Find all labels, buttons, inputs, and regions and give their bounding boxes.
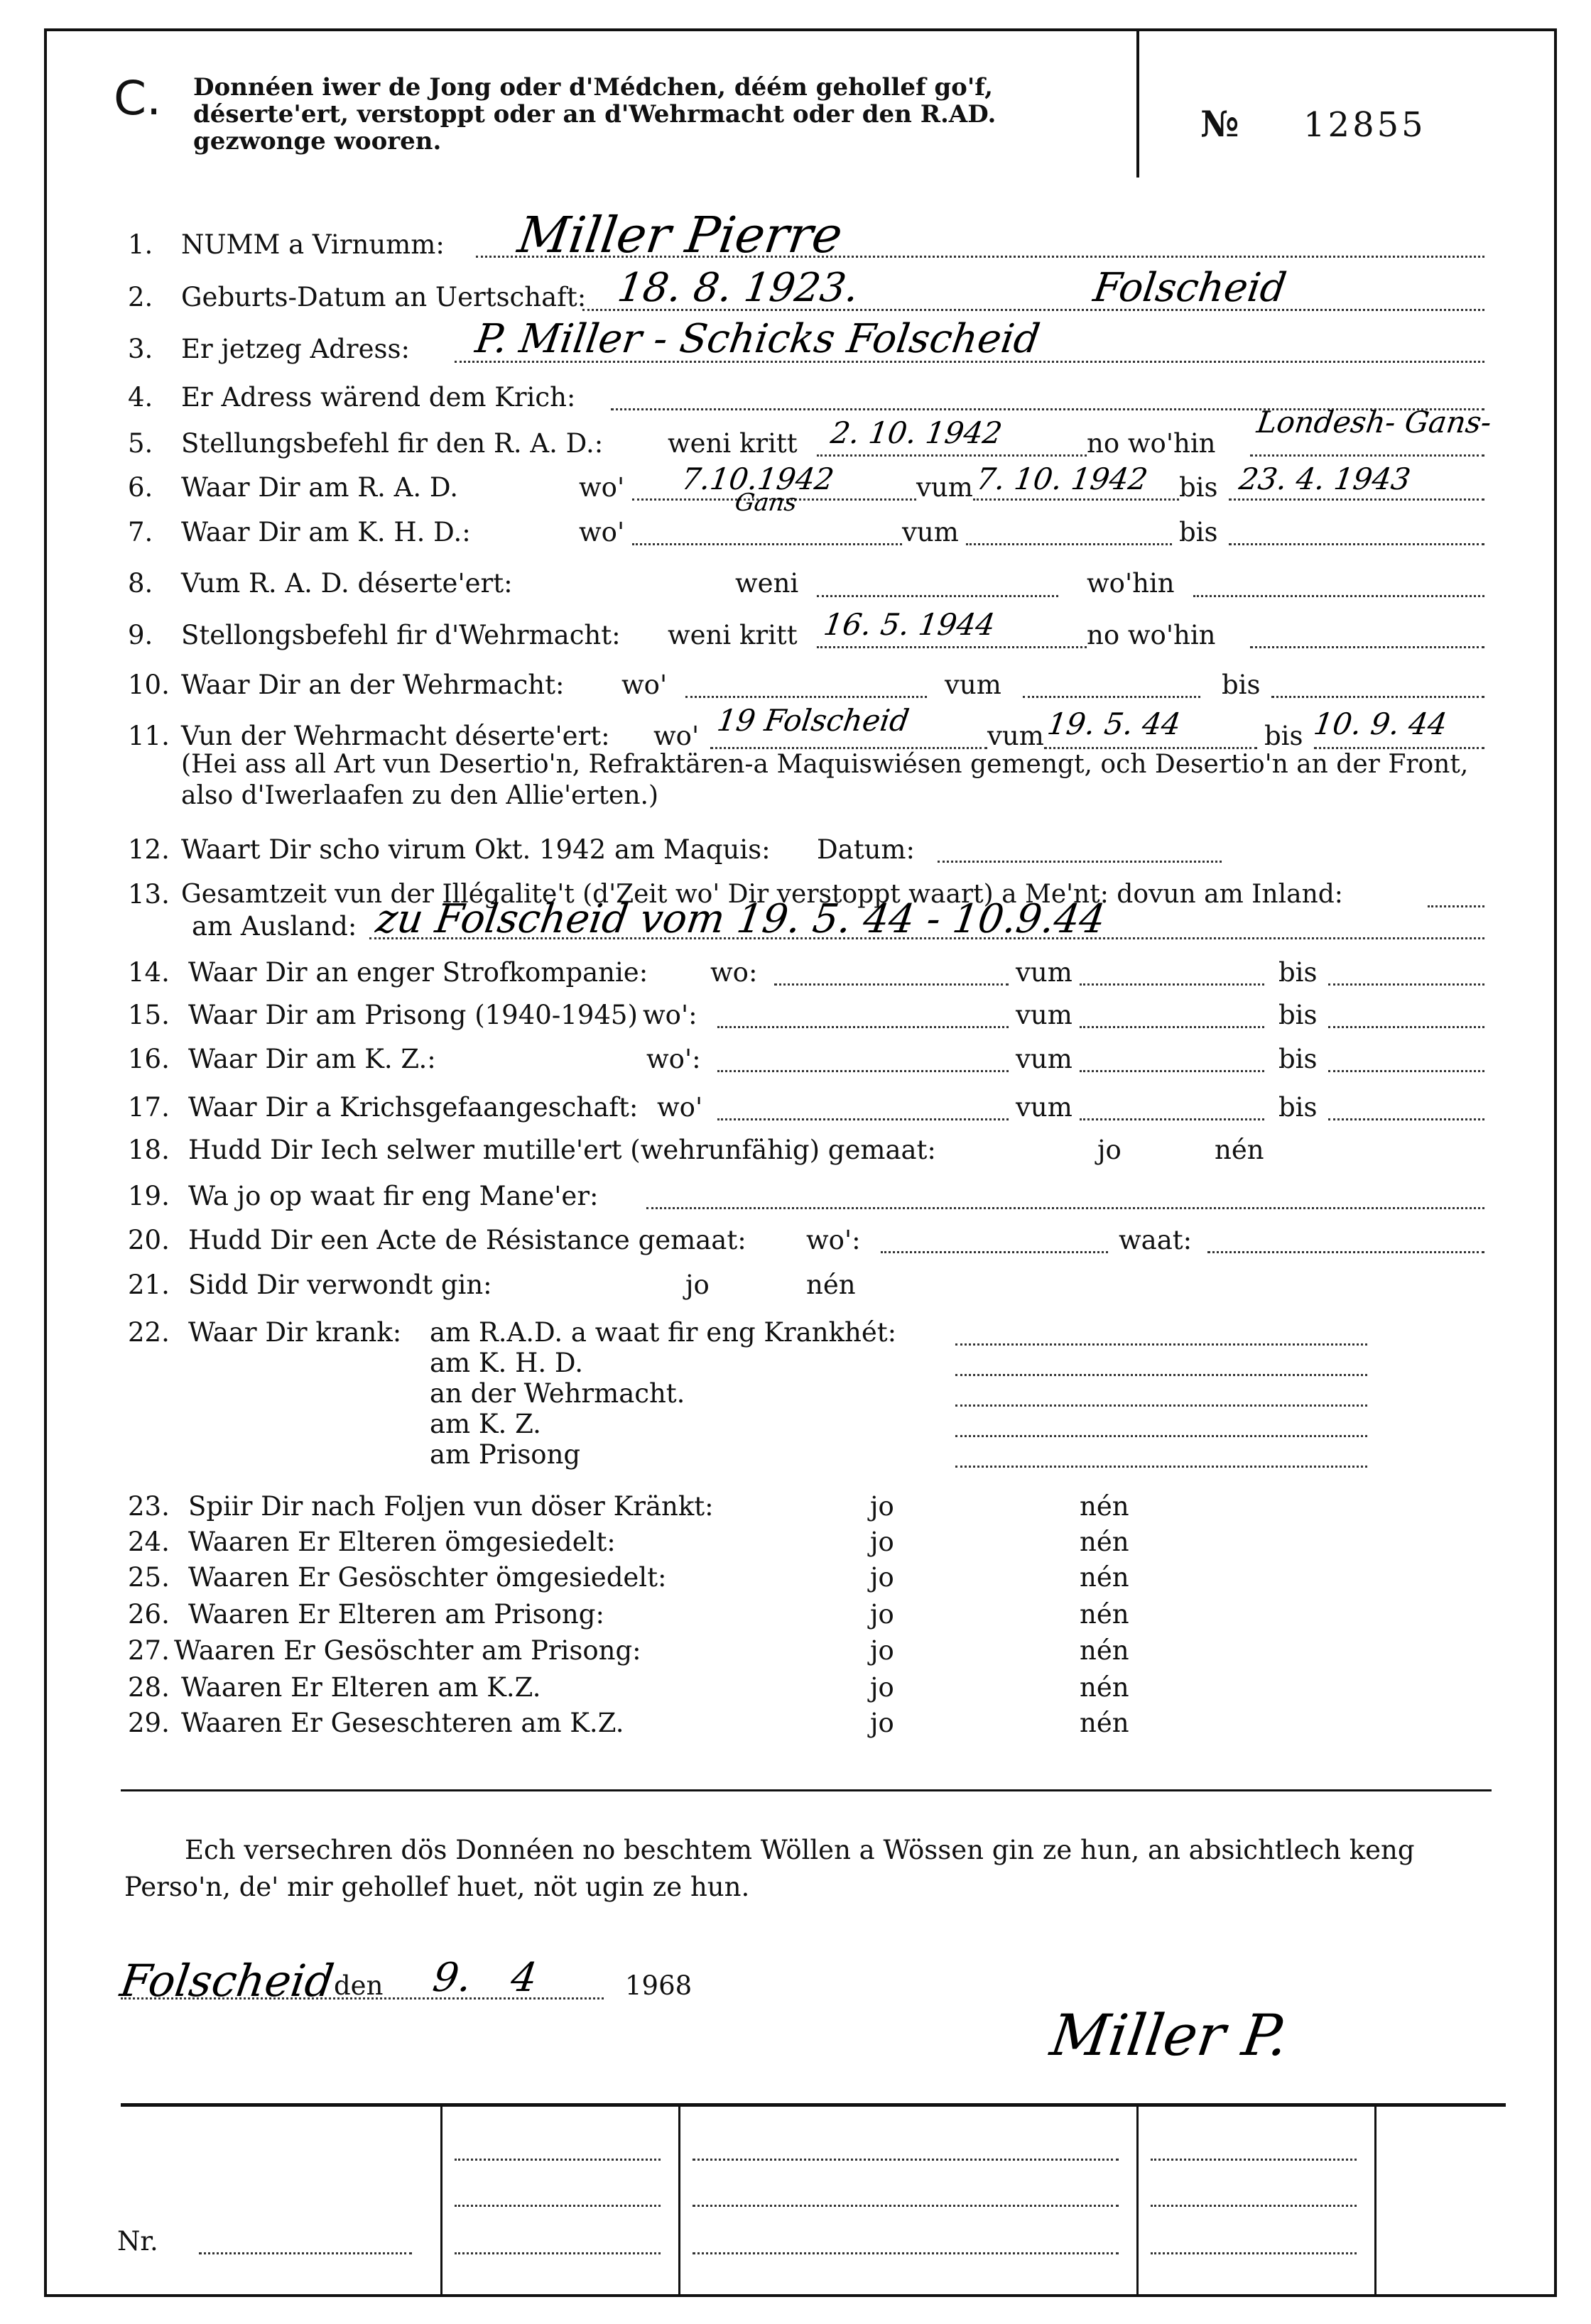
field-label: no wo'hin [1087, 620, 1216, 650]
birth-place-handwritten: Folscheid [1090, 265, 1290, 311]
rad-to-line[interactable] [1229, 498, 1484, 501]
rad-to-handwritten: 23. 4. 1943 [1237, 462, 1413, 496]
field-label: Wa jo op waat fir eng Mane'er: [188, 1181, 599, 1211]
maquis-date-line[interactable] [938, 861, 1222, 863]
row-number: 23. [128, 1491, 170, 1522]
row-number: 2. [128, 282, 153, 312]
form-title: Donnéen iwer de Jong oder d'Médchen, déém gehollef go'f, déserte'ert, verstoppt oder an d'Wehrmacht oder den R.AD. gezwonge wooren. [193, 73, 997, 156]
khd-from-line[interactable] [966, 543, 1172, 545]
section-divider [121, 1789, 1492, 1791]
sick-kz-line[interactable] [955, 1435, 1367, 1437]
row-number: 10. [128, 670, 170, 700]
rad-order-where-line[interactable] [1250, 454, 1484, 457]
field-label: an der Wehrmacht. [430, 1378, 685, 1409]
field-label: Waaren Er Elteren ömgesiedelt: [188, 1527, 616, 1557]
field-label: NUMM a Virnumm: [181, 229, 445, 260]
yes-option[interactable]: jo [870, 1562, 894, 1593]
footer-col-divider [1136, 2105, 1139, 2294]
field-label: weni kritt [668, 620, 798, 650]
wm-to-line[interactable] [1271, 696, 1484, 698]
field-label: Waar Dir am R. A. D. [181, 472, 458, 503]
field-label: am K. H. D. [430, 1348, 583, 1378]
row-number: 22. [128, 1317, 170, 1348]
field-label: Waar Dir an enger Strofkompanie: [188, 957, 648, 988]
field-label: vum [1016, 957, 1073, 988]
header-divider [1136, 28, 1139, 178]
row-number: 21. [128, 1270, 170, 1300]
sick-rad-line[interactable] [955, 1343, 1367, 1346]
footer-line[interactable] [455, 2205, 661, 2207]
field-label: Gesamtzeit vun der Illégalite't (d'Zeit wo' Dir verstoppt waart) a Me'nt: dovun am Inland: [181, 880, 1343, 909]
sign-day-handwritten: 9. [430, 1955, 475, 2001]
resistance-where-line[interactable] [881, 1251, 1108, 1253]
footer-line[interactable] [1151, 2159, 1357, 2161]
strof-from-line[interactable] [1080, 983, 1264, 986]
pow-where-line[interactable] [717, 1118, 1009, 1120]
field-label: bis [1278, 1000, 1318, 1030]
yes-option[interactable]: jo [1097, 1135, 1122, 1165]
yes-option[interactable]: jo [870, 1527, 894, 1557]
field-label: no wo'hin [1087, 428, 1216, 459]
row-number: 12. [128, 834, 170, 865]
field-label: Hudd Dir Iech selwer mutille'ert (wehrunfähig) gemaat: [188, 1135, 936, 1165]
row-number: 3. [128, 334, 153, 364]
manner-line[interactable] [646, 1207, 1484, 1209]
field-label: am R.A.D. a waat fir eng Krankhét: [430, 1317, 897, 1348]
field-label: am K. Z. [430, 1409, 541, 1439]
field-label: wo'hin [1087, 568, 1175, 599]
footer-col-divider [1374, 2105, 1376, 2294]
footer-col-divider [678, 2105, 680, 2294]
row-number: 7. [128, 517, 153, 547]
no-option[interactable]: nén [1080, 1599, 1129, 1630]
birth-date-handwritten: 18. 8. 1923. [614, 265, 862, 311]
yes-option[interactable]: jo [870, 1599, 894, 1630]
signature-handwritten: Miller P. [1046, 2002, 1293, 2068]
row-number: 16. [128, 1044, 170, 1074]
field-label: bis [1278, 1092, 1318, 1123]
field-label: weni kritt [668, 428, 798, 459]
field-label: Waar Dir an der Wehrmacht: [181, 670, 565, 700]
field-label: am Ausland: [192, 911, 357, 942]
field-label: waat: [1119, 1225, 1193, 1255]
row-number: 19. [128, 1181, 170, 1211]
yes-option[interactable]: jo [685, 1270, 710, 1300]
address-handwritten: P. Miller - Schicks Folscheid [472, 316, 1043, 362]
yes-option[interactable]: jo [870, 1635, 894, 1666]
no-option[interactable]: nén [1080, 1635, 1129, 1666]
field-label: wo': [806, 1225, 861, 1255]
resistance-what-line[interactable] [1207, 1251, 1484, 1253]
footer-line[interactable] [693, 2252, 1119, 2254]
field-label: Er Adress wärend dem Krich: [181, 382, 576, 413]
no-option[interactable]: nén [1080, 1491, 1129, 1522]
rad-desert-when-line[interactable] [817, 595, 1058, 597]
field-label: Stellungsbefehl fir den R. A. D.: [181, 428, 604, 459]
field-label: bis [1278, 957, 1318, 988]
field-label: Waar Dir a Krichsgefaangeschaft: [188, 1092, 639, 1123]
row-number: 25. [128, 1562, 170, 1593]
sign-month-handwritten: 4 [508, 1955, 541, 2001]
no-option[interactable]: nén [1215, 1135, 1264, 1165]
nr-label: Nr. [117, 2226, 158, 2257]
field-label: vum [1016, 1000, 1073, 1030]
footer-col-divider [440, 2105, 442, 2294]
row-number: 1. [128, 229, 153, 260]
row-number: 14. [128, 957, 170, 988]
prison-from-line[interactable] [1080, 1026, 1264, 1028]
field-label: vum [916, 472, 973, 503]
nr-line[interactable] [199, 2252, 412, 2254]
no-option[interactable]: nén [1080, 1527, 1129, 1557]
field-label: Waar Dir am Prisong (1940-1945) [188, 1000, 638, 1030]
row-number: 20. [128, 1225, 170, 1255]
field-label: vum [1016, 1044, 1073, 1074]
field-label: Vum R. A. D. déserte'ert: [181, 568, 513, 599]
footer-line[interactable] [693, 2159, 1119, 2161]
field-label: wo' [621, 670, 668, 700]
name-handwritten: Miller Pierre [514, 206, 847, 264]
desert-to-handwritten: 10. 9. 44 [1311, 707, 1450, 741]
rad-from-handwritten: 7. 10. 1942 [974, 462, 1150, 496]
rad-order-date-handwritten: 2. 10. 1942 [828, 415, 1004, 450]
field-label: Waaren Er Gesöschter am Prisong: [174, 1635, 641, 1666]
no-option[interactable]: nén [1080, 1708, 1129, 1738]
footer-rule [121, 2103, 1506, 2107]
footer-line[interactable] [455, 2159, 661, 2161]
yes-option[interactable]: jo [870, 1708, 894, 1738]
prison-to-line[interactable] [1328, 1026, 1484, 1028]
prison-where-line[interactable] [717, 1026, 1009, 1028]
field-label: Waaren Er Elteren am Prisong: [188, 1599, 604, 1630]
footer-line[interactable] [693, 2205, 1119, 2207]
strof-to-line[interactable] [1328, 983, 1484, 986]
row-number: 17. [128, 1092, 170, 1123]
field-label: Waar Dir am K. Z.: [188, 1044, 436, 1074]
field-label: Er jetzeg Adress: [181, 334, 410, 364]
wm-where-line[interactable] [685, 696, 927, 698]
row-number: 28. [128, 1672, 170, 1703]
field-label: Waaren Er Elteren am K.Z. [181, 1672, 541, 1703]
strof-where-line[interactable] [774, 983, 1009, 986]
rad-where-note-handwritten: Gans [733, 489, 799, 517]
field-label: wo': [643, 1000, 697, 1030]
field-label: Waar Dir am K. H. D.: [181, 517, 471, 547]
rad-desert-where-line[interactable] [1193, 595, 1484, 597]
field-label: Hudd Dir een Acte de Résistance gemaat: [188, 1225, 746, 1255]
field-label: wo: [710, 957, 758, 988]
no-option[interactable]: nén [1080, 1672, 1129, 1703]
field-label: bis [1179, 472, 1218, 503]
sick-prison-line[interactable] [955, 1466, 1367, 1468]
row-number: 29. [128, 1708, 170, 1738]
wm-order-where-line[interactable] [1250, 646, 1484, 648]
pow-from-line[interactable] [1080, 1118, 1264, 1120]
declaration-text: Ech versechren dös Donnéen no beschtem Wöllen a Wössen gin ze hun, an absichtlech keng Perso'n, de' mir gehollef huet, nöt ugin ze hun. [124, 1835, 1415, 1902]
desertion-note: (Hei ass all Art vun Desertio'n, Refraktären-a Maquiswiésen gemengt, och Desertio'n an der Front, also d'Iwerlaafen zu den Allie'erten.) [181, 750, 1469, 810]
number-sign: № [1200, 103, 1239, 145]
kz-where-line[interactable] [717, 1070, 1009, 1072]
rad-where-handwritten: 7.10.1942 [679, 462, 837, 496]
khd-where-line[interactable] [632, 543, 902, 545]
field-label: wo' [653, 721, 700, 751]
field-label: vum [1016, 1092, 1073, 1123]
row-number: 6. [128, 472, 153, 503]
kz-to-line[interactable] [1328, 1070, 1484, 1072]
sign-place-handwritten: Folscheid [116, 1955, 337, 2007]
wm-order-date-line[interactable] [817, 646, 1087, 648]
row-number: 24. [128, 1527, 170, 1557]
field-label: Waar Dir krank: [188, 1317, 402, 1348]
rad-order-date-line[interactable] [817, 454, 1087, 457]
row-number: 15. [128, 1000, 170, 1030]
field-label: vum [987, 721, 1044, 751]
row-number: 13. [128, 879, 170, 910]
row-number: 5. [128, 428, 153, 459]
field-label: bis [1179, 517, 1218, 547]
field-label: Geburts-Datum an Uertschaft: [181, 282, 587, 312]
kz-from-line[interactable] [1080, 1070, 1264, 1072]
no-option[interactable]: nén [806, 1270, 856, 1300]
desert-where-handwritten: 19 Folscheid [715, 703, 912, 738]
field-label: Vun der Wehrmacht déserte'ert: [181, 721, 610, 751]
sick-wm-line[interactable] [955, 1404, 1367, 1407]
yes-option[interactable]: jo [870, 1672, 894, 1703]
den-label: den [334, 1970, 384, 2001]
field-label: wo' [579, 472, 625, 503]
row-number: 9. [128, 620, 153, 650]
no-option[interactable]: nén [1080, 1562, 1129, 1593]
row-number: 11. [128, 721, 170, 751]
yes-option[interactable]: jo [870, 1491, 894, 1522]
field-label: vum [945, 670, 1001, 700]
rad-order-where-handwritten: Londesh- Gans- [1254, 405, 1494, 440]
field-label: Sidd Dir verwondt gin: [188, 1270, 492, 1300]
field-label: vum [902, 517, 959, 547]
field-label: Waaren Er Gesöschter ömgesiedelt: [188, 1562, 667, 1593]
inland-line[interactable] [1428, 905, 1484, 907]
field-label: bis [1264, 721, 1303, 751]
field-label: Datum: [817, 834, 915, 865]
field-label: bis [1278, 1044, 1318, 1074]
abroad-handwritten: zu Folscheid vom 19. 5. 44 - 10.9.44 [373, 896, 1109, 942]
footer-line[interactable] [1151, 2205, 1357, 2207]
row-number: 8. [128, 568, 153, 599]
pow-to-line[interactable] [1328, 1118, 1484, 1120]
row-number: 4. [128, 382, 153, 413]
field-label: Spiir Dir nach Foljen vun döser Kränkt: [188, 1491, 714, 1522]
section-letter: C. [114, 71, 162, 126]
wm-from-line[interactable] [1023, 696, 1200, 698]
field-label: wo': [646, 1044, 701, 1074]
field-label: Stellongsbefehl fir d'Wehrmacht: [181, 620, 621, 650]
sick-khd-line[interactable] [955, 1374, 1367, 1376]
field-label: wo' [657, 1092, 703, 1123]
field-label: weni [735, 568, 799, 599]
field-label: Waaren Er Geseschteren am K.Z. [181, 1708, 624, 1738]
wm-order-date-handwritten: 16. 5. 1944 [821, 607, 997, 642]
footer-line[interactable] [455, 2252, 661, 2254]
row-number: 26. [128, 1599, 170, 1630]
form-number: 12855 [1303, 105, 1426, 145]
desert-from-handwritten: 19. 5. 44 [1045, 707, 1183, 741]
field-label: wo' [579, 517, 625, 547]
field-label: am Prisong [430, 1439, 581, 1470]
rad-from-line[interactable] [973, 498, 1179, 501]
row-number: 18. [128, 1135, 170, 1165]
row-number: 27. [128, 1635, 170, 1666]
field-label: bis [1222, 670, 1261, 700]
khd-to-line[interactable] [1229, 543, 1484, 545]
field-label: Waart Dir scho virum Okt. 1942 am Maquis: [181, 834, 771, 865]
sign-year: 1968 [625, 1970, 693, 2001]
footer-line[interactable] [1151, 2252, 1357, 2254]
